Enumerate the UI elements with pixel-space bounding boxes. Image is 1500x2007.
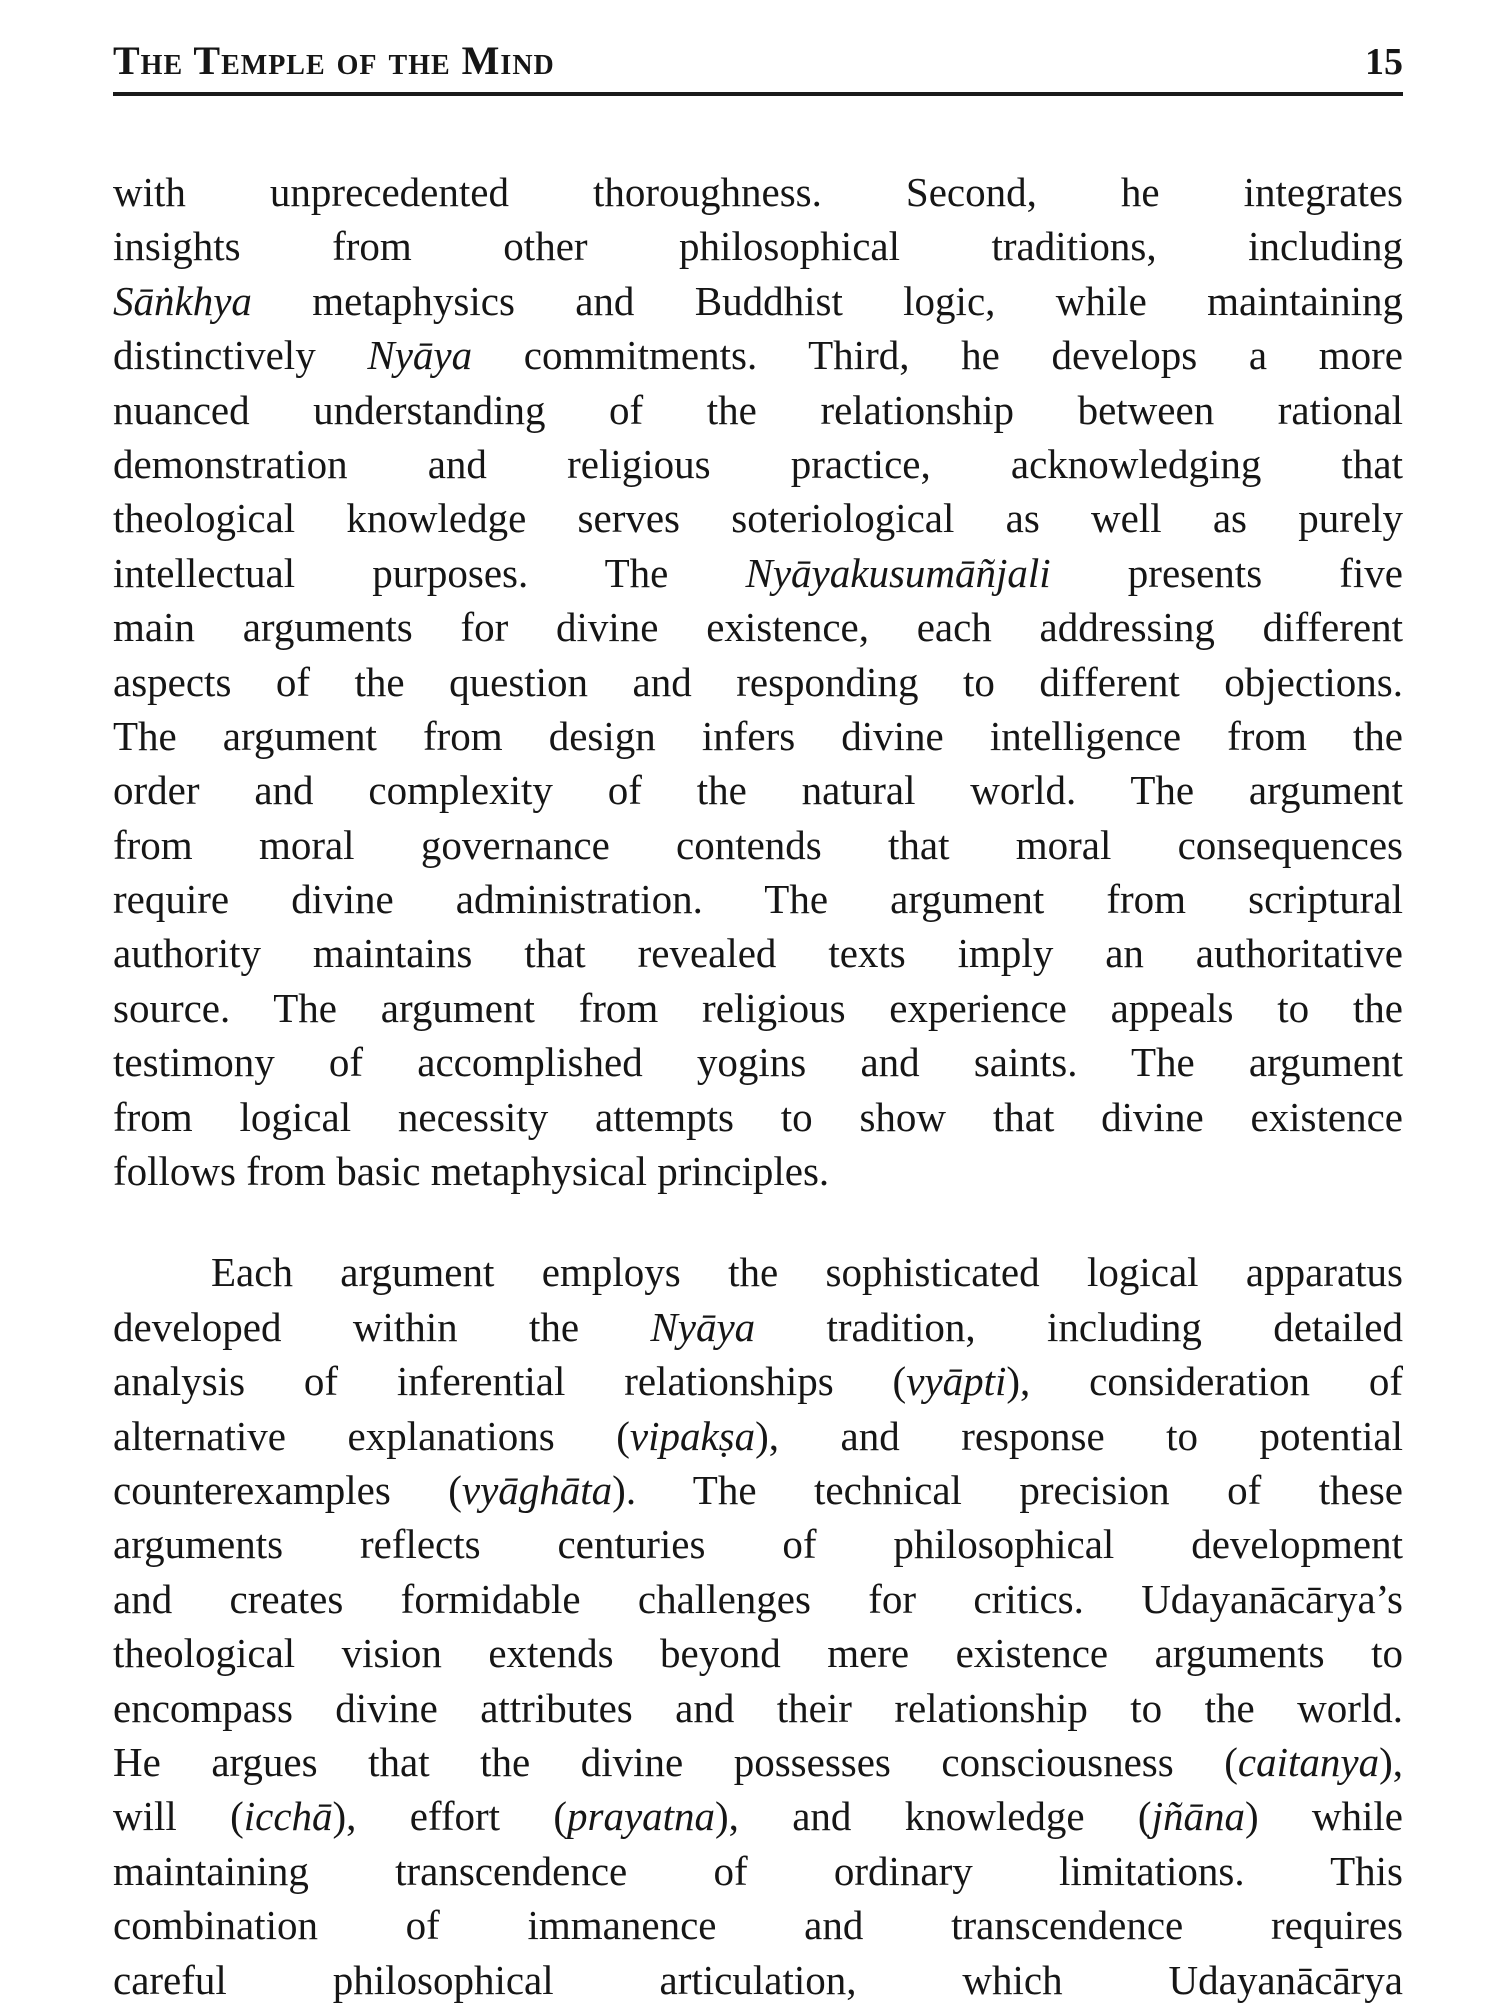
text-fragment: analysis of inferential relationships ( [113, 1358, 907, 1405]
text-line: authority maintains that revealed texts imply an authoritative [113, 930, 1403, 977]
text-line: require divine administration. The argument from scriptural [113, 876, 1403, 923]
sanskrit-term: jñāna [1151, 1793, 1245, 1840]
text-fragment: metaphysics and Buddhist logic, while maintaining [251, 277, 1403, 324]
sanskrit-term: Sāṅkhya [113, 277, 252, 324]
sanskrit-term: prayatna [566, 1793, 716, 1840]
text-fragment: commitments. Third, he develops a more [472, 332, 1403, 379]
running-title: The Temple of the Mind [113, 38, 555, 83]
text-line [113, 1789, 1403, 1843]
paragraph-gap [113, 1198, 1403, 1245]
text-fragment: developed within the [113, 1303, 651, 1350]
running-header [113, 38, 1403, 96]
text-fragment: intellectual purposes. The [113, 549, 746, 596]
text-line: maintaining transcendence of ordinary limitations. This [113, 1847, 1403, 1894]
text-line: aspects of the question and responding to different objections. [113, 658, 1403, 705]
text-line: from logical necessity attempts to show that divine existence [113, 1093, 1403, 1140]
text-fragment: ). The technical precision of these [612, 1466, 1403, 1513]
text-fragment: presents five [1050, 549, 1403, 596]
text-fragment: ), [1379, 1738, 1403, 1785]
text-line [113, 1463, 1403, 1517]
sanskrit-term: Nyāya [367, 332, 473, 379]
text-line: source. The argument from religious experience appeals to the [113, 984, 1403, 1031]
text-line: nuanced understanding of the relationship between rational [113, 386, 1403, 433]
text-line: combination of immanence and transcendence requires [113, 1902, 1403, 1949]
paragraph-1 [113, 165, 1403, 1198]
text-line: main arguments for divine existence, each addressing different [113, 604, 1403, 651]
text-line [113, 328, 1403, 382]
text-line [113, 1735, 1403, 1789]
text-line [113, 1409, 1403, 1463]
text-line: arguments reflects centuries of philosophical development [113, 1521, 1403, 1568]
text-line: demonstration and religious practice, acknowledging that [113, 440, 1403, 487]
text-line: encompass divine attributes and their relationship to the world. [113, 1684, 1403, 1731]
text-line: testimony of accomplished yogins and saints. The argument [113, 1039, 1403, 1086]
sanskrit-term: Nyāyakusumāñjali [745, 549, 1051, 596]
text-line: insights from other philosophical traditions, including [113, 223, 1403, 270]
text-line [113, 1300, 1403, 1354]
text-fragment: ), consideration of [1006, 1358, 1403, 1405]
text-line [113, 274, 1403, 328]
sanskrit-term: caitanya [1237, 1738, 1380, 1785]
paragraph-2 [113, 1245, 1403, 2006]
text-fragment: tradition, including detailed [755, 1303, 1403, 1350]
text-fragment: will ( [113, 1793, 244, 1840]
text-fragment: ), and knowledge ( [715, 1793, 1152, 1840]
text-fragment: ), and response to potential [755, 1412, 1403, 1459]
sanskrit-term: Nyāya [650, 1303, 756, 1350]
text-fragment: counterexamples ( [113, 1466, 462, 1513]
sanskrit-term: vyāpti [906, 1358, 1007, 1405]
text-line: Each argument employs the sophisticated logical apparatus [211, 1249, 1403, 1296]
text-fragment: ), effort ( [332, 1793, 567, 1840]
text-line: The argument from design infers divine intelligence from the [113, 712, 1403, 759]
text-line: from moral governance contends that moral consequences [113, 821, 1403, 868]
text-line: with unprecedented thoroughness. Second, he integrates [113, 169, 1403, 215]
page-number: 15 [1365, 41, 1403, 83]
text-line: theological vision extends beyond mere existence arguments to [113, 1630, 1403, 1677]
text-line: order and complexity of the natural world. The argument [113, 767, 1403, 814]
text-fragment: alternative explanations ( [113, 1412, 630, 1459]
text-line: theological knowledge serves soteriological as well as purely [113, 495, 1403, 542]
text-line: and creates formidable challenges for critics. Udayanācārya’s [113, 1575, 1403, 1622]
text-fragment: distinctively [113, 332, 368, 379]
text-line: follows from basic metaphysical principles. [113, 1148, 830, 1195]
sanskrit-term: vipakṣa [629, 1412, 756, 1459]
text-line [113, 1354, 1403, 1408]
text-line: careful philosophical articulation, which Udayanācārya [113, 1956, 1403, 2003]
text-line [113, 546, 1403, 600]
text-fragment: He argues that the divine possesses consciousness ( [113, 1738, 1238, 1785]
body-text [113, 165, 1403, 2007]
sanskrit-term: icchā [243, 1793, 333, 1840]
sanskrit-term: vyāghāta [461, 1466, 613, 1513]
text-fragment: ) while [1244, 1793, 1403, 1840]
